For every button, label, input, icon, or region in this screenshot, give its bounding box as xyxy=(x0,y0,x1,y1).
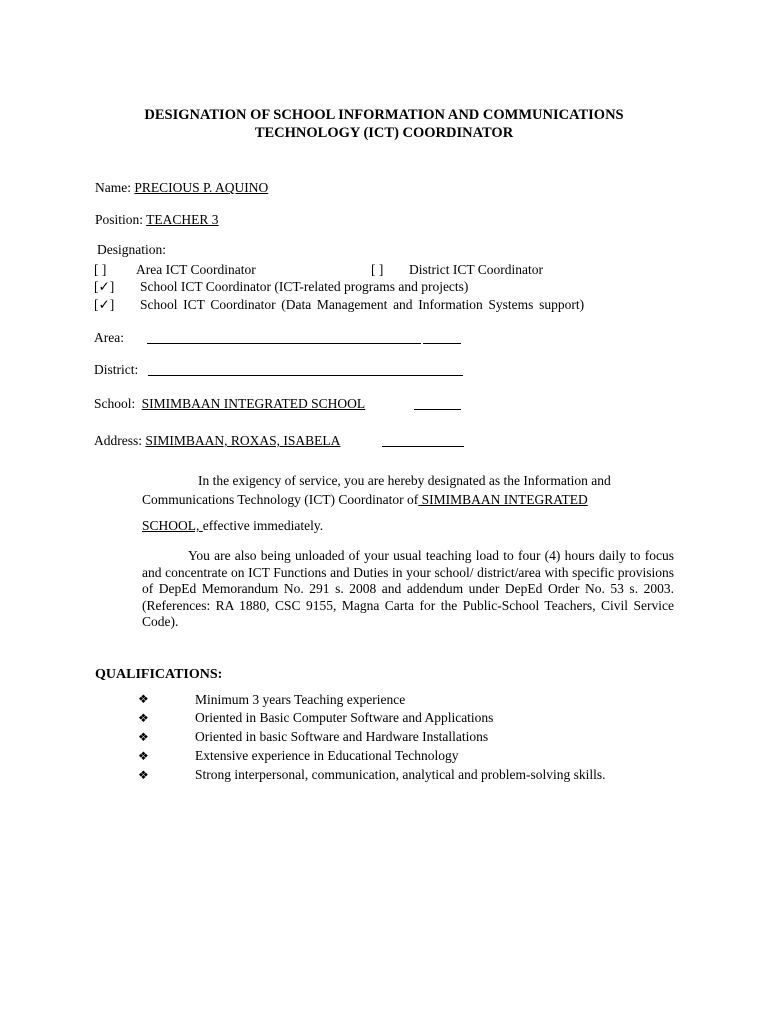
paragraph1-line3 xyxy=(142,518,323,534)
area-label: Area: xyxy=(94,330,124,345)
document-title-line1: DESIGNATION OF SCHOOL INFORMATION AND COMMUNICATIONS xyxy=(144,107,624,123)
name-row xyxy=(95,180,268,196)
designation-school-data-label: School ICT Coordinator (Data Management and Information Systems support) xyxy=(140,297,585,312)
qualification-item: Minimum 3 years Teaching experience xyxy=(195,692,406,707)
bullet-icon: ❖ xyxy=(138,749,149,763)
district-blank-line xyxy=(148,375,463,376)
qualification-item: Strong interpersonal, communication, analytical and problem-solving skills. xyxy=(195,767,606,782)
bullet-icon: ❖ xyxy=(138,730,149,744)
paragraph1-school-name-a: SIMIMBAAN INTEGRATED xyxy=(418,492,588,507)
paragraph1-line3-text: effective immediately. xyxy=(202,518,324,533)
paragraph2: You are also being unloaded of your usual teaching load to four (4) hours daily to focus and concentrate on ICT Functions and Duties in your school/ district/area with specific provisions of DepEd Memorandum No. 291 s. 2008 and addendum under DepEd Order No. 53 s. 2003. (References: RA 1880, CSC 9155, Magna Carta for the Public-School Teachers, Civil Service Code). xyxy=(142,548,674,629)
designation-label: Designation: xyxy=(97,242,166,257)
designation-area-label: Area ICT Coordinator xyxy=(136,262,256,277)
paragraph1-line1: In the exigency of service, you are hereby designated as the Information and xyxy=(198,473,611,488)
designation-area-box: [ ] xyxy=(94,262,107,277)
designation-school-programs-box: [✓] xyxy=(94,279,115,294)
address-blank-tail xyxy=(382,446,464,447)
address-value: SIMIMBAAN, ROXAS, ISABELA xyxy=(145,433,341,448)
qualifications-heading: QUALIFICATIONS: xyxy=(95,667,223,682)
position-label: Position: xyxy=(95,212,144,227)
bullet-icon: ❖ xyxy=(138,768,149,782)
qualification-item: Extensive experience in Educational Technology xyxy=(195,748,459,763)
school-label: School: xyxy=(94,396,136,411)
designation-school-data-box: [✓] xyxy=(94,297,115,312)
designation-school-programs-label: School ICT Coordinator (ICT-related programs and projects) xyxy=(140,279,469,294)
position-row xyxy=(95,212,219,228)
address-row xyxy=(94,433,340,449)
school-value: SIMIMBAAN INTEGRATED SCHOOL xyxy=(141,396,366,411)
bullet-icon: ❖ xyxy=(138,711,149,725)
name-label: Name: xyxy=(95,180,131,195)
area-blank-line-tail xyxy=(423,343,461,344)
district-label: District: xyxy=(94,362,139,377)
paragraph1-school-name-b: SCHOOL, xyxy=(142,518,203,533)
paragraph1-line2-text: Communications Technology (ICT) Coordinator of xyxy=(142,492,419,507)
designation-district-label: District ICT Coordinator xyxy=(409,262,543,277)
name-value: PRECIOUS P. AQUINO xyxy=(134,180,269,195)
qualification-item: Oriented in basic Software and Hardware Installations xyxy=(195,729,489,744)
paragraph1-line2 xyxy=(142,492,588,508)
position-value: TEACHER 3 xyxy=(146,212,219,227)
school-blank-tail xyxy=(414,409,461,410)
address-label: Address: xyxy=(94,433,142,448)
document-title-line2: TECHNOLOGY (ICT) COORDINATOR xyxy=(254,125,514,141)
bullet-icon: ❖ xyxy=(138,692,149,706)
designation-district-box: [ ] xyxy=(371,262,384,277)
school-row xyxy=(94,396,365,412)
qualification-item: Oriented in Basic Computer Software and Applications xyxy=(195,710,494,725)
area-blank-line xyxy=(147,343,421,344)
